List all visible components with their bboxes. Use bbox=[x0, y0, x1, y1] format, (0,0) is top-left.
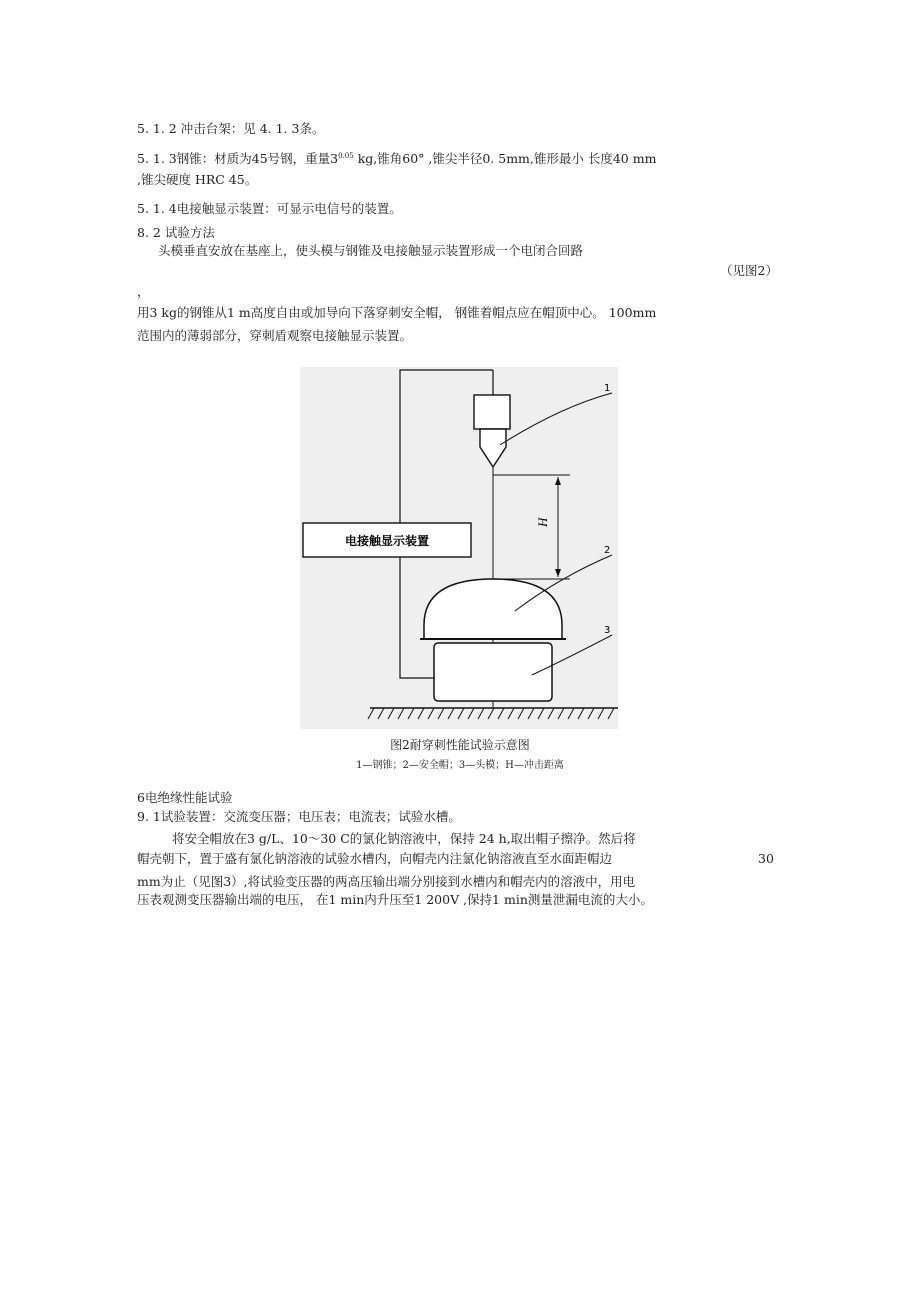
weight-tolerance: 0.05 bbox=[338, 152, 354, 160]
text-line-insulation-2: 帽壳朝下，置于盛有氯化钠溶液的试验水槽内，向帽壳内注氯化钠溶液直至水面距帽边 bbox=[137, 851, 613, 866]
text-line-5-1-3-part1: 5. 1. 3钢锥：材质为45号钢，重量3 bbox=[137, 151, 339, 167]
text-line-5-1-3 bbox=[137, 148, 656, 167]
puncture-test-figure bbox=[300, 367, 618, 729]
puncture-test-diagram bbox=[300, 367, 618, 729]
text-line-hardness: ,锥尖硬度 HRC 45。 bbox=[137, 172, 258, 187]
text-line-insulation-4: 压表观测变压器输出端的电压， 在1 min内升压至1 200V ,保持1 min测量泄漏电流的大小。 bbox=[137, 892, 653, 907]
text-line-insulation-1: 将安全帽放在3 g/L、10～30 C的氯化钠溶液中，保持 24 h,取出帽子擦净。然后将 bbox=[172, 831, 636, 846]
label-2: 2 bbox=[604, 545, 611, 556]
helmet-shell bbox=[424, 579, 562, 639]
text-line-method-1: 头模垂直安放在基座上，使头模与钢锥及电接触显示装置形成一个电闭合回路 bbox=[158, 243, 584, 258]
steel-cone-body bbox=[474, 395, 510, 429]
text-line-5-1-3-part2: kg,锥角60° ,锥尖半径0. 5mm,锥形最小 长度40 mm bbox=[353, 151, 657, 167]
text-line-5-1-2: 5. 1. 2 冲击台架：见 4. 1. 3条。 bbox=[137, 121, 325, 136]
headform bbox=[434, 643, 552, 701]
figure-legend: 1—钢锥；2—安全帽；3—头模；H—冲击距离 bbox=[356, 760, 564, 771]
text-line-9-1: 9. 1试验装置：交流变压器；电压表；电流表；试验水槽。 bbox=[137, 809, 461, 824]
text-comma: ， bbox=[137, 284, 150, 299]
heading-8-2-test-method: 8. 2 试验方法 bbox=[137, 225, 215, 240]
label-3: 3 bbox=[604, 625, 611, 636]
contact-display-label: 电接触显示装置 bbox=[344, 534, 430, 548]
h-label: H bbox=[535, 517, 550, 527]
figure-caption: 图2耐穿刺性能试验示意图 bbox=[390, 738, 530, 752]
text-line-method-3: 范围内的薄弱部分，穿刺盾观察电接触显示装置。 bbox=[137, 328, 413, 343]
text-line-5-1-4: 5. 1. 4电接触显示装置：可显示电信号的装置。 bbox=[137, 201, 402, 216]
heading-6-insulation: 6电绝缘性能试验 bbox=[137, 790, 233, 805]
text-line-method-2: 用3 kg的钢锥从1 m高度自由或加导向下落穿刺安全帽， 钢锥着帽点应在帽顶中心。 100mm bbox=[137, 305, 657, 320]
text-distance-30: 30 bbox=[758, 851, 774, 866]
text-line-insulation-3: mm为止（见图3）,将试验变压器的两高压输出端分别接到水槽内和帽壳内的溶液中，用电 bbox=[137, 874, 636, 889]
label-1: 1 bbox=[604, 383, 611, 394]
text-see-figure-2: （见图2） bbox=[720, 263, 778, 278]
